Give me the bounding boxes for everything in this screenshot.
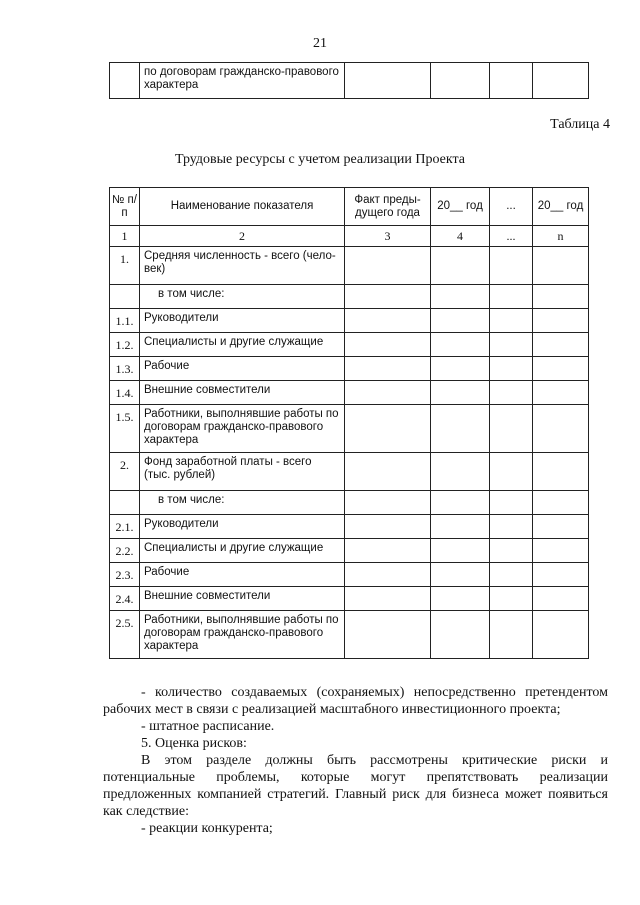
table-row [110,309,589,333]
row-name: Средняя численность - всего (чело-век) [140,247,345,285]
page-number: 21 [313,36,327,51]
paragraph: - количество создаваемых (сохраняемых) непосредственно претендентом рабочих мест в связи с реализацией масштабного инвестиционного проекта; [103,685,608,717]
table-cell [345,539,431,563]
table-cell [345,515,431,539]
table-cell [345,491,431,515]
table-cell [431,333,490,357]
table-cell [533,491,589,515]
table-cell [490,333,533,357]
row-name: в том числе: [140,491,345,515]
table-cell [431,515,490,539]
row-number: 1.2. [110,333,140,357]
table-cell [533,563,589,587]
table-label: Таблица 4 [550,117,610,132]
labor-resources-table [109,187,589,659]
row-name: Руководители [140,309,345,333]
index-cell: 2 [140,226,345,247]
table-cell [345,453,431,491]
table-cell [533,381,589,405]
table-cell [345,357,431,381]
row-name: Рабочие [140,563,345,587]
table-row [110,515,589,539]
table-cell [431,381,490,405]
row-name: Специалисты и другие служащие [140,333,345,357]
table-cell [345,563,431,587]
table-cell [533,587,589,611]
row-number [110,285,140,309]
paragraph: - реакции конкурента; [141,821,273,836]
header-year1: 20__ год [431,188,490,226]
body-text [103,684,608,837]
table-row [110,587,589,611]
table-row [110,491,589,515]
row-name: по договорам гражданско-правового характера [140,63,345,99]
table-cell [431,309,490,333]
table-cell [345,309,431,333]
row-number: 2.5. [110,611,140,659]
table-cell [345,247,431,285]
table-row [110,381,589,405]
table-cell [533,247,589,285]
table-cell [431,491,490,515]
row-number: 2.1. [110,515,140,539]
table-cell [345,285,431,309]
table-row [110,333,589,357]
table-cell [490,381,533,405]
row-name: Фонд заработной платы - всего (тыс. рублей) [140,453,345,491]
table-cell [110,63,140,99]
row-number: 2.3. [110,563,140,587]
table-cell [490,309,533,333]
table-cell [533,309,589,333]
paragraph: В этом разделе должны быть рассмотрены критические риски и потенциальные проблемы, которые могут препятствовать реализации предложенных компанией стратегий. Главный риск для бизнеса может появиться как следствие: [103,753,608,819]
header-dots: ... [490,188,533,226]
table-cell [431,611,490,659]
table-cell [533,357,589,381]
table-cell [345,333,431,357]
index-cell: 1 [110,226,140,247]
index-cell: n [533,226,589,247]
table-cell [431,587,490,611]
table-cell [431,247,490,285]
row-number: 1.3. [110,357,140,381]
table-cell [431,63,490,99]
header-name: Наименование показателя [140,188,345,226]
row-name: Внешние совместители [140,587,345,611]
table-cell [490,63,533,99]
index-cell: ... [490,226,533,247]
table-cell [490,357,533,381]
row-number: 2. [110,453,140,491]
table-cell [345,381,431,405]
continuation-table [109,62,589,99]
table-cell [345,405,431,453]
table-cell [490,539,533,563]
table-cell [533,611,589,659]
table-row [110,357,589,381]
table-cell [533,333,589,357]
row-name: Внешние совместители [140,381,345,405]
row-number: 1.1. [110,309,140,333]
row-name: Специалисты и другие служащие [140,539,345,563]
table-row [110,563,589,587]
table-row [110,405,589,453]
table-cell [345,611,431,659]
row-name: в том числе: [140,285,345,309]
index-row [110,226,589,247]
table-cell [490,587,533,611]
table-row [110,247,589,285]
table-cell [490,247,533,285]
row-name: Руководители [140,515,345,539]
table-cell [533,453,589,491]
table-cell [431,285,490,309]
table-cell [490,285,533,309]
table-cell [533,405,589,453]
table-cell [490,405,533,453]
row-number: 2.4. [110,587,140,611]
table-cell [490,491,533,515]
row-name: Работники, выполнявшие работы по договорам гражданско-правового характера [140,405,345,453]
table-cell [431,453,490,491]
paragraph: 5. Оценка рисков: [141,736,247,751]
row-number: 2.2. [110,539,140,563]
table-cell [490,453,533,491]
table-cell [533,285,589,309]
header-row [110,188,589,226]
table-cell [431,539,490,563]
table-row [110,539,589,563]
table-cell [431,405,490,453]
index-cell: 4 [431,226,490,247]
table-row [110,285,589,309]
table-cell [431,357,490,381]
index-cell: 3 [345,226,431,247]
header-fact: Факт преды-дущего года [345,188,431,226]
header-num: № п/п [110,188,140,226]
row-name: Рабочие [140,357,345,381]
row-number: 1.5. [110,405,140,453]
table-cell [345,63,431,99]
table-cell [490,563,533,587]
table-cell [490,611,533,659]
row-number: 1.4. [110,381,140,405]
table-cell [533,515,589,539]
table-cell [431,563,490,587]
row-number: 1. [110,247,140,285]
table-row [110,453,589,491]
table-title: Трудовые ресурсы с учетом реализации Проекта [174,152,466,167]
table-cell [345,587,431,611]
table-cell [533,63,589,99]
row-name: Работники, выполнявшие работы по договорам гражданско-правового характера [140,611,345,659]
table-cell [490,515,533,539]
table-row [110,611,589,659]
header-yearn: 20__ год [533,188,589,226]
paragraph: - штатное расписание. [141,719,275,734]
row-number [110,491,140,515]
table-cell [533,539,589,563]
